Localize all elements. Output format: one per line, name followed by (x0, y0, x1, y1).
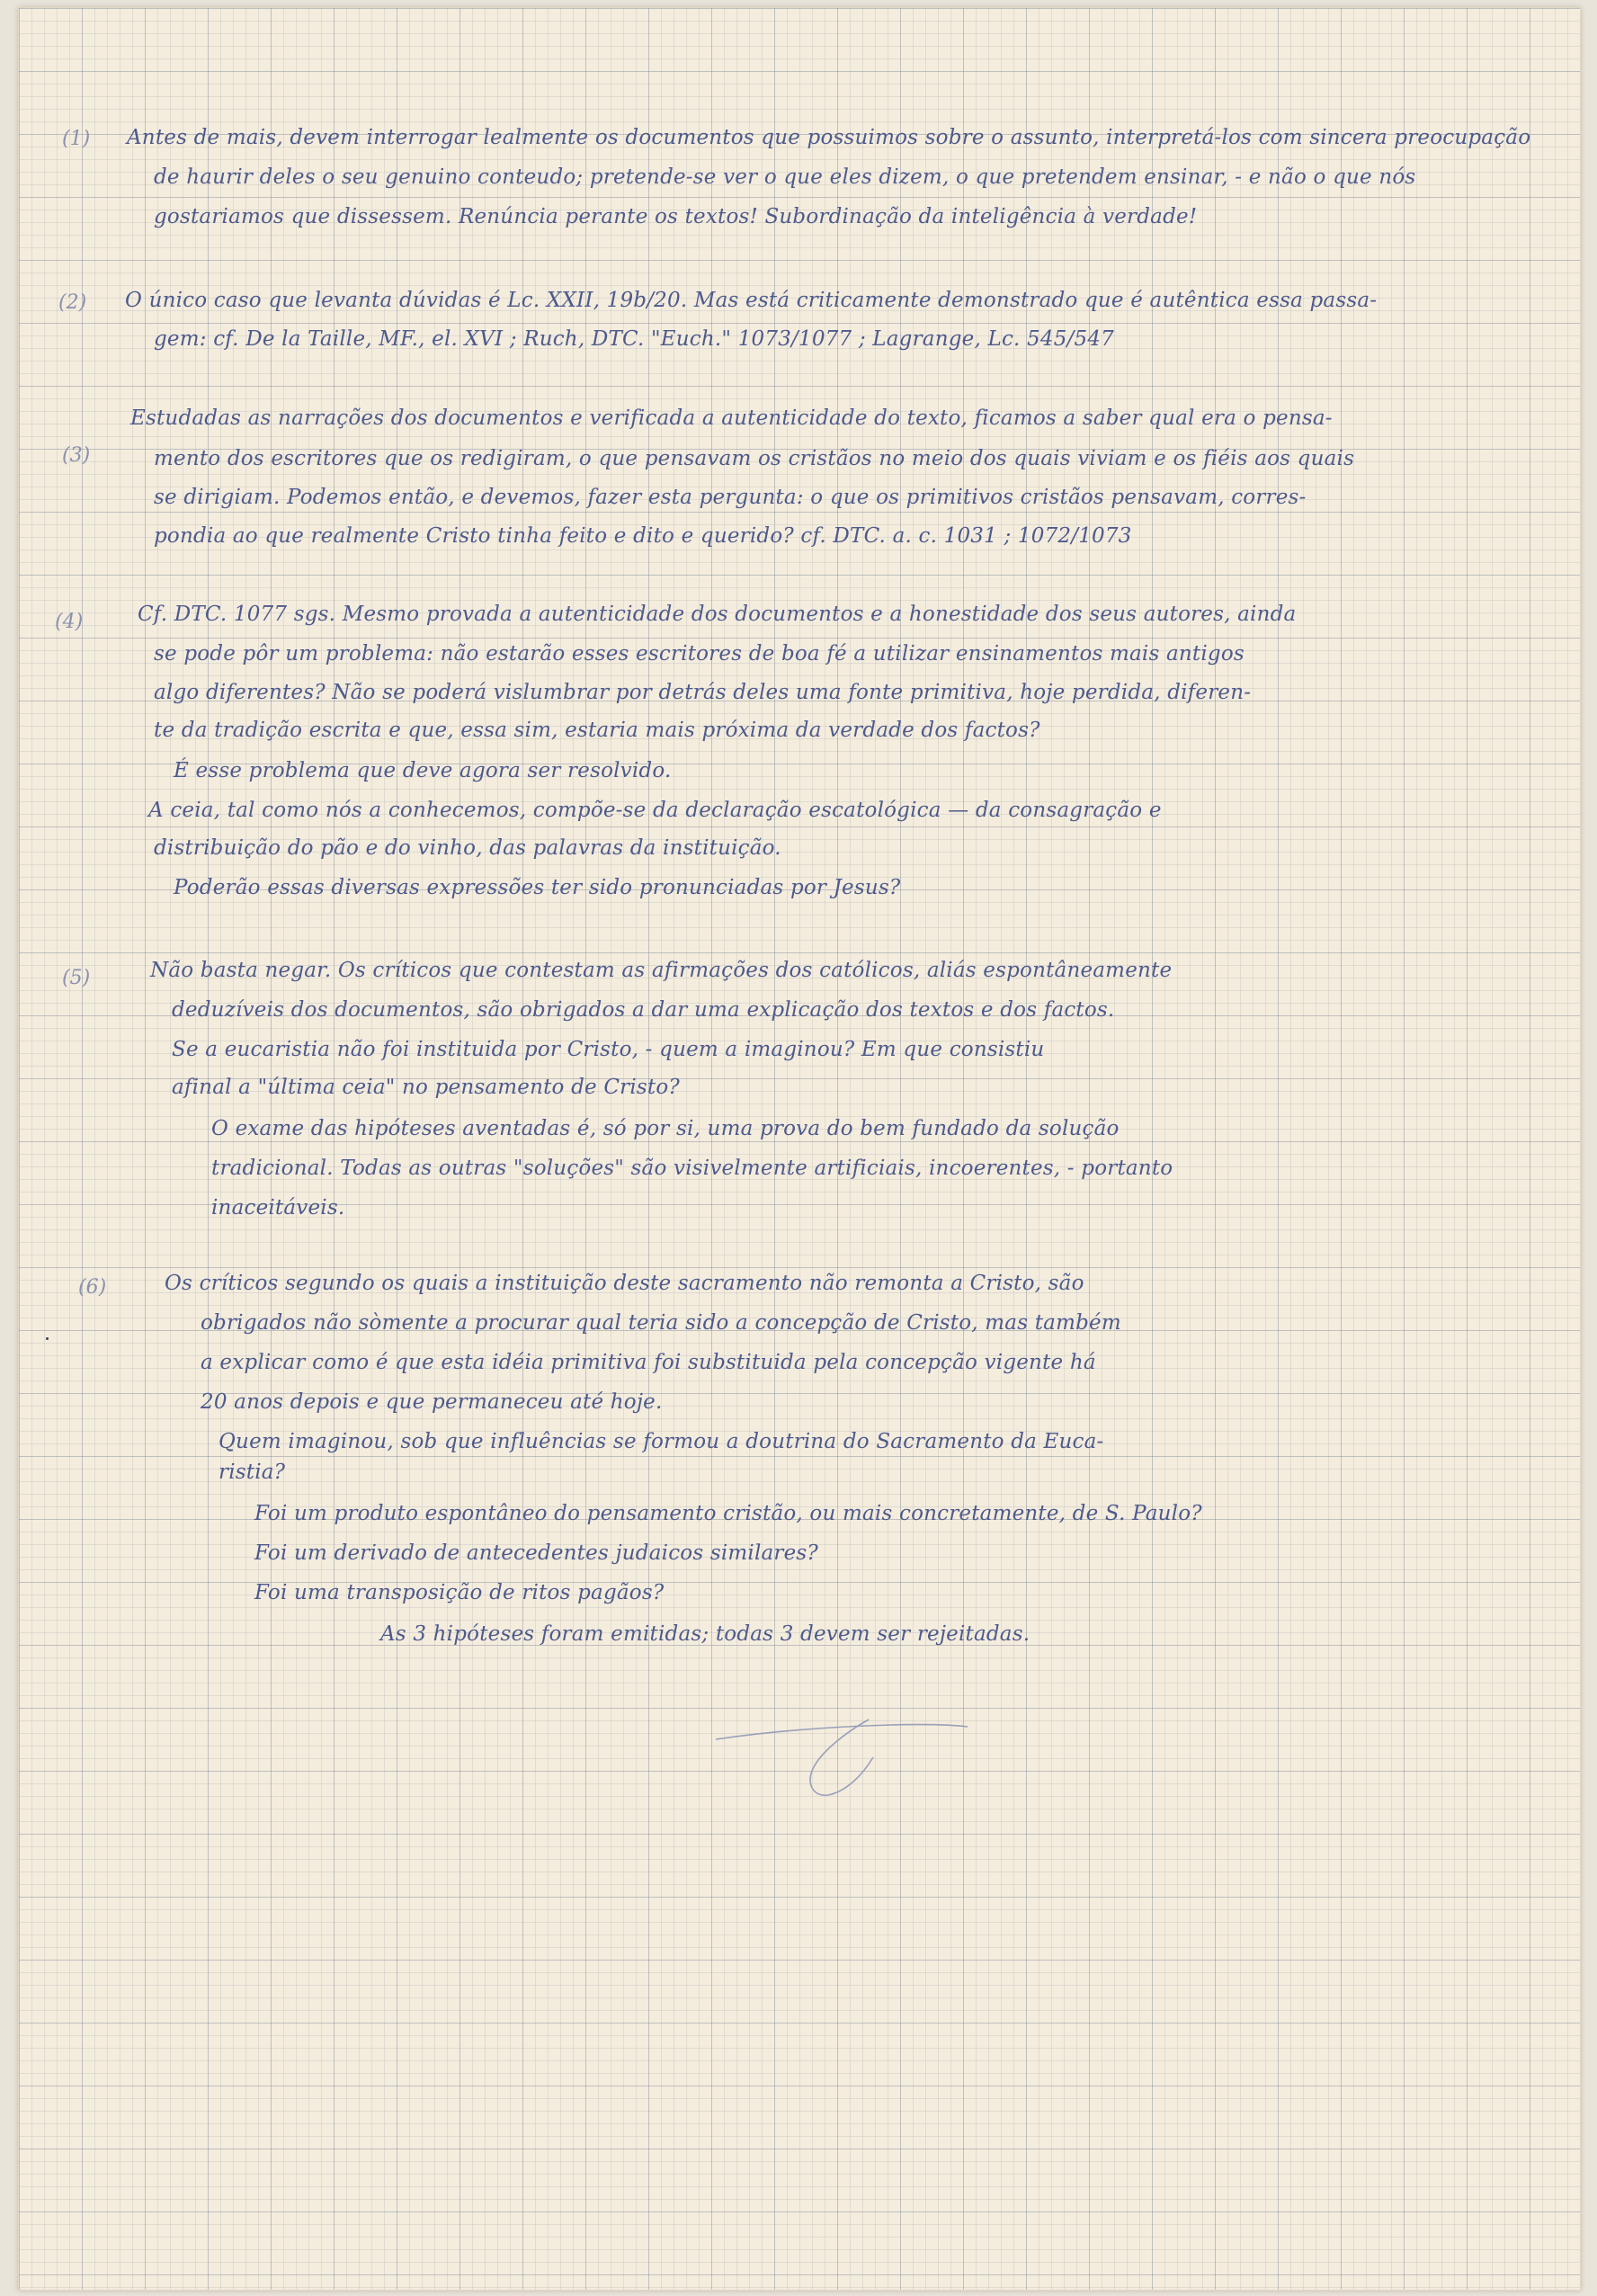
note-line: Não basta negar. Os críticos que contestam as afirmações dos católicos, aliás espontâneamente (150, 959, 1173, 982)
note-line: Poderão essas diversas expressões ter sido pronunciadas por Jesus? (174, 876, 901, 899)
note-line: se dirigiam. Podemos então, e devemos, fazer esta pergunta: o que os primitivos cristãos pensavam, corres- (154, 486, 1307, 509)
note-line: Antes de mais, devem interrogar lealmente os documentos que possuimos sobre o assunto, interpretá-los com sincera preocupação (127, 126, 1531, 149)
note-line: algo diferentes? Não se poderá vislumbrar por detrás deles uma fonte primitiva, hoje perdida, diferen- (154, 681, 1252, 704)
note-line: obrigados não sòmente a procurar qual teria sido a concepção de Cristo, mas também (201, 1311, 1121, 1335)
ink-dot (46, 1337, 49, 1340)
note-line: Quem imaginou, sob que influências se formou a doutrina do Sacramento da Euca- (219, 1430, 1104, 1453)
note-line: 20 anos depois e que permaneceu até hoje. (201, 1390, 663, 1414)
note-line: pondia ao que realmente Cristo tinha feito e dito e querido? cf. DTC. a. c. 1031 ; 1072/1073 (154, 524, 1132, 548)
note-line: de haurir deles o seu genuino conteudo; pretende-se ver o que eles dizem, o que pretendem ensinar, - e não o que nós (154, 165, 1416, 189)
notebook-page (18, 7, 1581, 2291)
note-number: (1) (62, 128, 91, 150)
note-line: As 3 hipóteses foram emitidas; todas 3 devem ser rejeitadas. (380, 1622, 1030, 1646)
note-line: tradicional. Todas as outras "soluções" são visivelmente artificiais, incoerentes, - portanto (211, 1157, 1173, 1180)
note-line: te da tradição escrita e que, essa sim, estaria mais próxima da verdade dos factos? (154, 719, 1040, 742)
pencil-flourish (711, 1712, 972, 1802)
note-line: Os críticos segundo os quais a instituição deste sacramento não remonta a Cristo, são (165, 1272, 1084, 1295)
note-line: A ceia, tal como nós a conhecemos, compõe-se da declaração escatológica — da consagração e (148, 799, 1162, 822)
note-line: Cf. DTC. 1077 sgs. Mesmo provada a autenticidade dos documentos e a honestidade dos seus autores, ainda (138, 603, 1297, 626)
note-number: (2) (58, 291, 87, 314)
note-line: a explicar como é que esta idéia primitiva foi substituida pela concepção vigente há (201, 1351, 1096, 1374)
note-line: ristia? (219, 1461, 286, 1484)
note-line: O exame das hipóteses aventadas é, só por si, uma prova do bem fundado da solução (211, 1117, 1120, 1140)
note-line: distribuição do pão e do vinho, das palavras da instituição. (154, 836, 781, 860)
note-line: Foi um produto espontâneo do pensamento cristão, ou mais concretamente, de S. Paulo? (254, 1502, 1202, 1525)
note-line: É esse problema que deve agora ser resolvido. (174, 759, 672, 782)
note-line: Foi um derivado de antecedentes judaicos similares? (254, 1541, 818, 1565)
note-line: Estudadas as narrações dos documentos e verificada a autenticidade do texto, ficamos a saber qual era o pensa- (130, 406, 1333, 430)
note-line: inaceitáveis. (211, 1196, 345, 1219)
note-line: Se a eucaristia não foi instituida por Cristo, - quem a imaginou? Em que consistiu (172, 1038, 1045, 1061)
note-line: se pode pôr um problema: não estarão esses escritores de boa fé a utilizar ensinamentos mais antigos (154, 642, 1245, 666)
note-line: mento dos escritores que os redigiram, o que pensavam os cristãos no meio dos quais viviam e os fiéis aos quais (154, 447, 1355, 470)
note-number: (3) (62, 444, 91, 467)
note-number: (4) (55, 611, 84, 633)
note-line: Foi uma transposição de ritos pagãos? (254, 1581, 665, 1604)
note-line: afinal a "última ceia" no pensamento de Cristo? (172, 1076, 680, 1099)
note-line: gem: cf. De la Taille, MF., el. XVI ; Ruch, DTC. "Euch." 1073/1077 ; Lagrange, Lc. 545/547 (154, 327, 1115, 351)
note-line: O único caso que levanta dúvidas é Lc. XXII, 19b/20. Mas está criticamente demonstrado que é autêntica essa passa- (125, 289, 1378, 312)
note-line: gostariamos que dissessem. Renúncia perante os textos! Subordinação da inteligência à verdade! (154, 205, 1198, 228)
note-line: deduzíveis dos documentos, são obrigados a dar uma explicação dos textos e dos factos. (172, 998, 1115, 1022)
note-number: (5) (62, 967, 91, 989)
note-number: (6) (78, 1276, 107, 1299)
